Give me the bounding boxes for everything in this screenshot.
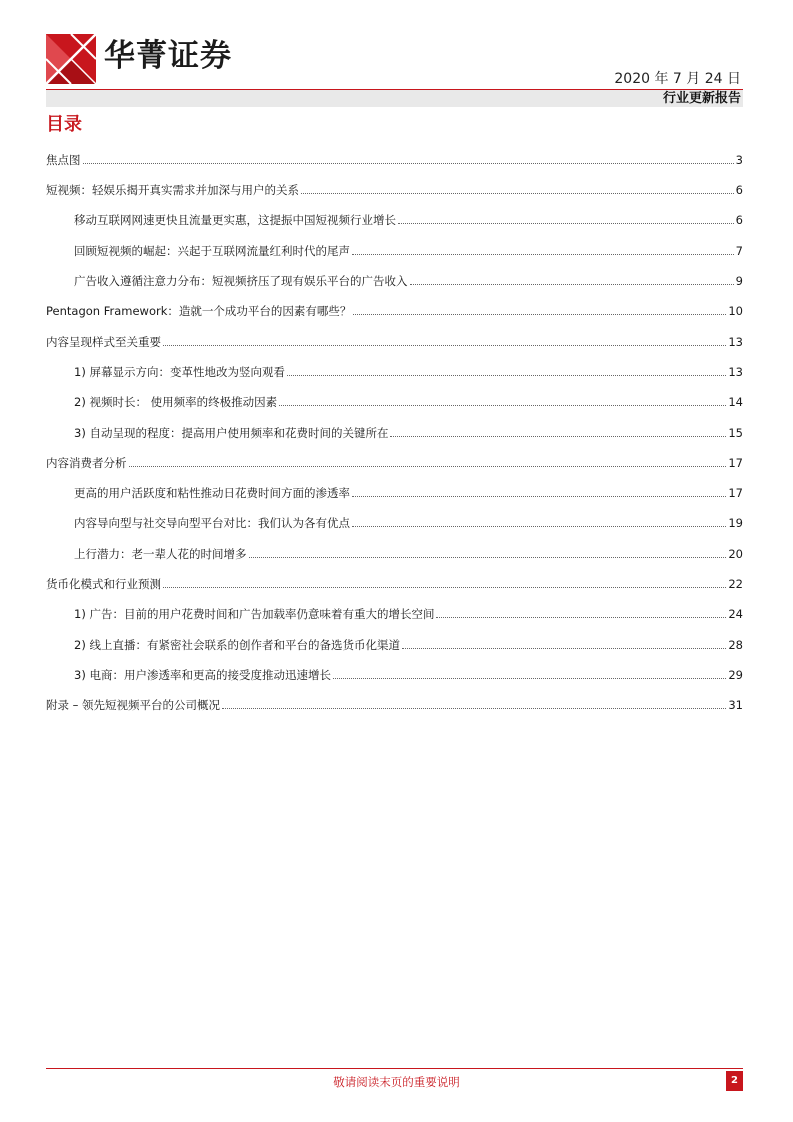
toc-leader-dots — [352, 526, 726, 527]
toc-leader-dots — [301, 193, 734, 194]
toc-leader-dots — [398, 223, 734, 224]
report-type: 行业更新报告 — [662, 91, 741, 106]
toc-entry[interactable] — [74, 420, 743, 440]
toc-entry[interactable] — [46, 177, 743, 197]
toc-entry-page: 9 — [735, 274, 743, 288]
toc-entry-page: 6 — [735, 213, 743, 227]
toc-leader-dots — [163, 587, 726, 588]
toc-leader-dots — [353, 314, 726, 315]
toc-entry[interactable] — [74, 268, 743, 288]
report-type-bar — [46, 90, 743, 107]
toc-entry-page: 13 — [728, 365, 743, 379]
toc-entry-text: 短视频：轻娱乐揭开真实需求并加深与用户的关系 — [46, 183, 299, 197]
toc-entry-page: 3 — [735, 153, 743, 167]
toc-entry[interactable] — [46, 692, 743, 712]
toc-entry[interactable] — [74, 510, 743, 530]
toc-entry-text: 广告收入遵循注意力分布：短视频挤压了现有娱乐平台的广告收入 — [74, 274, 408, 288]
toc-entry-text: Pentagon Framework：造就一个成功平台的因素有哪些？ — [46, 304, 352, 318]
toc-entry[interactable] — [46, 571, 743, 591]
toc-entry[interactable] — [74, 359, 743, 379]
toc-entry[interactable] — [46, 147, 743, 167]
toc-entry[interactable] — [74, 238, 743, 258]
footer-divider — [46, 1068, 743, 1069]
toc-entry-text: 1) 屏幕显示方向：变革性地改为竖向观看 — [74, 365, 285, 379]
toc-leader-dots — [436, 617, 726, 618]
disclaimer-note: 敬请阅读末页的重要说明 — [333, 1075, 460, 1089]
toc-leader-dots — [352, 254, 734, 255]
toc-entry-text: 2) 视频时长： 使用频率的终极推动因素 — [74, 395, 278, 409]
toc-entry-text: 3) 自动呈现的程度：提高用户使用频率和花费时间的关键所在 — [74, 426, 389, 440]
toc-entry-page: 31 — [728, 698, 743, 712]
toc-entry-page: 13 — [728, 335, 743, 349]
toc-entry[interactable] — [74, 389, 743, 409]
toc-leader-dots — [390, 436, 726, 437]
toc-entry-page: 17 — [728, 486, 743, 500]
toc-entry[interactable] — [46, 450, 743, 470]
toc-leader-dots — [410, 284, 734, 285]
toc-entry-text: 2) 线上直播：有紧密社会联系的创作者和平台的备选货币化渠道 — [74, 638, 400, 652]
toc-leader-dots — [402, 648, 726, 649]
toc-entry[interactable] — [46, 329, 743, 349]
toc-entry-page: 22 — [728, 577, 743, 591]
page-number: 2 — [726, 1071, 743, 1091]
toc-entry-page: 7 — [735, 244, 743, 258]
toc-entry-text: 1) 广告：目前的用户花费时间和广告加载率仍意味着有重大的增长空间 — [74, 607, 435, 621]
toc-entry-page: 20 — [728, 547, 743, 561]
toc-leader-dots — [129, 466, 727, 467]
toc-entry-page: 15 — [728, 426, 743, 440]
toc-entry-page: 10 — [728, 304, 743, 318]
brand-name: 华菁证券 — [104, 38, 232, 74]
toc-entry-text: 3) 电商：用户渗透率和更高的接受度推动迅速增长 — [74, 668, 331, 682]
toc-leader-dots — [287, 375, 726, 376]
toc-entry[interactable] — [74, 632, 743, 652]
toc-entry[interactable] — [74, 541, 743, 561]
toc-leader-dots — [83, 163, 734, 164]
toc-entry-page: 17 — [728, 456, 743, 470]
toc-entry-text: 货币化模式和行业预测 — [46, 577, 161, 591]
toc-title: 目录 — [46, 114, 82, 135]
toc-entry-page: 14 — [728, 395, 743, 409]
toc-entry[interactable] — [74, 662, 743, 682]
toc-entry-text: 焦点图 — [46, 153, 81, 167]
toc-leader-dots — [163, 345, 726, 346]
toc-leader-dots — [333, 678, 726, 679]
toc-leader-dots — [352, 496, 726, 497]
toc-leader-dots — [222, 708, 726, 709]
toc-entry-text: 内容导向型与社交导向型平台对比：我们认为各有优点 — [74, 516, 350, 530]
toc-entry-page: 19 — [728, 516, 743, 530]
toc-entry[interactable] — [74, 601, 743, 621]
toc-entry-page: 6 — [735, 183, 743, 197]
toc-entry[interactable] — [74, 480, 743, 500]
toc-entry-text: 更高的用户活跃度和粘性推动日花费时间方面的渗透率 — [74, 486, 350, 500]
toc-entry-text: 回顾短视频的崛起：兴起于互联网流量红利时代的尾声 — [74, 244, 350, 258]
toc-entry-text: 附录 – 领先短视频平台的公司概况 — [46, 698, 221, 712]
report-date: 2020 年 7 月 24 日 — [614, 71, 741, 87]
toc-entry-text: 移动互联网网速更快且流量更实惠，这提振中国短视频行业增长 — [74, 213, 396, 227]
toc-entry-page: 28 — [728, 638, 743, 652]
huajing-logo-icon — [46, 34, 96, 84]
toc-entry-page: 24 — [728, 607, 743, 621]
toc-leader-dots — [279, 405, 726, 406]
toc-leader-dots — [249, 557, 727, 558]
toc-entry-page: 29 — [728, 668, 743, 682]
toc-entry-text: 内容呈现样式至关重要 — [46, 335, 161, 349]
toc-entry[interactable] — [46, 298, 743, 318]
toc-entry[interactable] — [74, 207, 743, 227]
toc-entry-text: 内容消费者分析 — [46, 456, 127, 470]
toc-entry-text: 上行潜力：老一辈人花的时间增多 — [74, 547, 247, 561]
